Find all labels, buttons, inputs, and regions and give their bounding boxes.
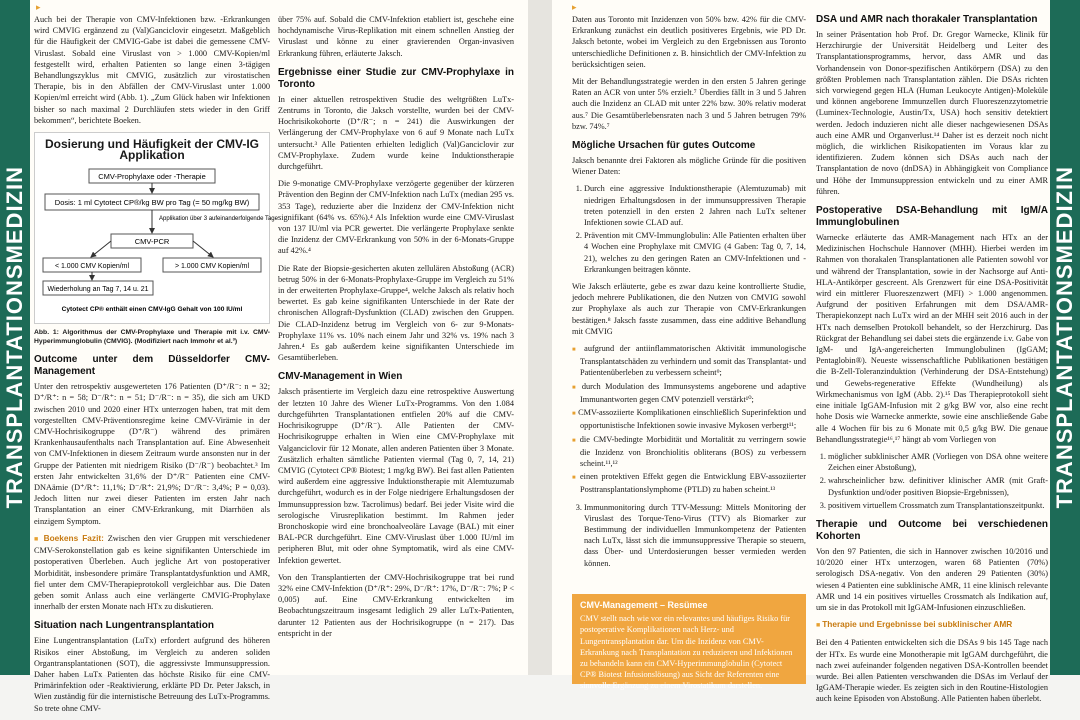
paragraph: Von den Transplantierten der CMV-Hochrisikogruppe trat bei rund 32% eine CMV-Infektion (D⁺/R⁺: 29%, D⁻/R⁺: 17%, D⁻/R⁻: 7%; P < 0,005) auf. Eine CMV-Erkrankung entwickelten im Beobachtungszeitraum insgesamt lediglich 29 aller LuTx-Patienten, darunter 12 Patienten aus der Hochrisikogruppe (n = 217). Das entspricht in der (278, 572, 514, 638)
list-item: ■ die CMV-bedingte Morbidität und Mortalität zu verringern sowie die Inzidenz von Bronchiolitis obliterans (BOS) zu verbessern scheint.¹¹,¹² (572, 434, 806, 470)
list-item: 1. möglicher subklinischer AMR (Vorliegen von DSA ohne weitere Zeichen einer Abstoßung), (828, 451, 1048, 473)
figure-caption: Abb. 1: Algorithmus der CMV-Prophylaxe und Therapie mit i.v. CMV-Hyperimmunglobulin (CMVIG). (Modifiziert nach Immohr et al.³) (34, 329, 270, 345)
heading: DSA und AMR nach thorakaler Transplantation (816, 14, 1038, 25)
figure-algorithm (34, 132, 278, 324)
figure-footer: Cytotect CP® enthält einen CMV-IgG Gehalt von 100 IU/ml (61, 306, 243, 314)
paragraph: In seiner Präsentation hob Prof. Dr. Gregor Warnecke, Klinik für Herzchirurgie der Universität Heidelberg und Leiter des Transplantationsprogramms, hervor, dass AMR und das Vorhandensein von Donor-spezifischen Antikörpern (DSA) zu den größten Problemen nach Transplantation zählen. Die DSAs richten sich vorwiegend gegen HLA (Human Leukocyte Antigen)-Moleküle und können angeborene Immunzellen durch Fluoreszenzzytometrie (Luminex-Technologie, Austin/Tx, USA) hoch sensitiv detektiert werden. Jedoch induzieren nicht alle dieser nachgewiesenen DSAs auch eine AMR und Organverlust.¹⁴ Daher ist es derzeit noch nicht möglich, die wirklichen Risikopatienten im Voraus klar zu identifizieren. Zudem können sich DSAs auch nach der Transplantation de novo (dnDSA) in Abhängigkeit von Compliance und Höhe der Immunsuppression entwickeln und zu einer AMR führen. (816, 30, 1048, 196)
section-sidebar-left (0, 0, 30, 675)
list-item: ■ einen protektiven Effekt gegen die Entwicklung EBV-assoziierter Posttransplantationslymphome (PTLD) zu haben scheint.¹³ (572, 471, 806, 495)
arrow-marker: ▸ (572, 2, 577, 12)
paragraph: Bei den 4 Patienten entwickelten sich die DSAs 9 bis 145 Tage nach der HTx. Es wurde eine Monotherapie mit IgGAM durchgeführt, die nach zwei aufeinander folgenden negativen DSA-Kontrollen beendet wurde. Bei allen Patienten verschwanden die DSAs im Verlauf der IgGAM-Therapie wieder. Es zeigten sich in den Routine-Histologien auch keine Episoden von Abstoßung. Alle Patienten haben überlebt. (816, 638, 1048, 704)
heading: Therapie und Outcome bei verschiedenen Kohorten (816, 518, 1048, 542)
paragraph: über 75% auf. Sobald die CMV-Infektion etabliert ist, geschehe eine hochdynamische Virus-Replikation mit einem schnellen Anstieg der Viruslast und könne zu einer gravierenden Organ-invasiven Erkrankung führen, erläuterte Jaksch. (278, 15, 514, 58)
right-column-1 (572, 14, 806, 575)
right-page (552, 0, 1080, 704)
page-gutter (528, 0, 552, 675)
resume-text: CMV stellt nach wie vor ein relevantes und häufiges Risiko für postoperative Komplikationen nach Herz- und Lungentransplantation dar. Um die Inzidenz von CMV-Erkrankung nach Transplantation zu reduzieren und Infektionen zu behandeln kann ein CMV-Hyperimmunglobulin (Cytotect CP® Biotest Infusionslösung) aus Sicht der Referenten eine sinnvolle Ergänzung zu einem Virostatikum darstellen. (580, 614, 793, 691)
heading: CMV-Management in Wien (278, 371, 403, 383)
heading: Ergebnisse einer Studie zur CMV-Prophylaxe in Toronto (278, 66, 514, 90)
paragraph: Von den 97 Patienten, die sich in Hannover zwischen 10/2016 und 10/2020 einer HTx unterzogen, waren 68 Patienten (70%) serologisch DSA-negativ. Von den anderen 29 Patienten (30%) wiesen 4 Patienten eine subklinische AMR, 11 eine klinisch relevante AMR und 14 ein positives virtuelles Crossmatch als Indikation auf, um sie in das Protokoll mit IgGAM-Infusionen einzuschließen. (816, 546, 1048, 612)
list-item: 2. Prävention mit CMV-Immunglobulin: Alle Patienten erhalten über 4 Wochen eine Prophylaxe mit CMVIG (4 Gaben: Tag 0, 7, 14, 21), welches zu den geringen Raten an CMV-Infektionen und -Erkrankungen beitragen könnte. (584, 230, 806, 275)
heading: Situation nach Lungentransplantation (34, 620, 214, 632)
paragraph: Eine Lungentransplantation (LuTx) erfordert aufgrund des höheren Risikos einer Abstoßung, im Vergleich zu anderen soliden Organtransplantationen (SOT), die aggressivste Immunsuppression. Daher haben LuTx Patienten das höchste Risiko für eine CMV-Primärinfektion oder -Reaktivierung, erklärte PD Dr. Peter Jaksch, in Wien zuständig für die internistische Betreuung des LuTx-Programms. So trete ohne CMV- (34, 636, 270, 713)
subheading: ■ Therapie und Ergebnisse bei subklinischer AMR (816, 619, 1048, 631)
numbered-list (572, 183, 806, 275)
box-low-label: < 1.000 CMV Kopien/ml (54, 263, 130, 271)
arrow-marker: ▸ (36, 2, 41, 12)
paragraph: Mit der Behandlungsstrategie werden in den ersten 5 Jahren geringe Raten an ACR von unter 5% erzielt.⁷ Überdies fällt in 3 und 5 Jahren auch die Inzidenz an CLAD mit unter 22% bzw. 30% relativ moderat aus.⁷ Die Gesamtüberlebensraten nach 3 und 5 Jahren betrugen 79% bzw. 74%.⁷ (572, 77, 806, 131)
paragraph: Die 9-monatige CMV-Prophylaxe verzögerte gegenüber der kürzeren Prävention den Beginn der CMV-Infektion nach LuTx (median 295 vs. 353 Tage), reduzierte aber die Inzidenz der CMV-Infektion nicht signifikant (64% vs. 65%).⁴ Als Infektion wurde eine CMV-Viruslast von 137 IU/ml via PCR gewertet. Die verlängerte Prophylaxe senkte die Inzidenz der CMV-Erkrankung von 50% in der 6-Monats-Gruppe auf 42%.⁴ (278, 179, 514, 256)
list-item: ■ aufgrund der antiinflammatorischen Aktivität immunologische Transplantatschäden zu verhindern und somit das Transplantat- und Patientenüberleben zu verbessern scheint⁹; (572, 343, 806, 379)
resume-title: CMV-Management – Resümee (580, 600, 708, 610)
paragraph: Wie Jaksch erläuterte, gebe es zwar dazu keine kontrollierte Studie, jedoch mehrere Publikationen, die den Nutzen von CMVIG sowohl zur Prophylaxe als auch zur Therapie von CMV-Erkrankungen bestätigen.⁸ Jaksch fasste zusammen, dass eine additive Behandlung mit CMVIG (572, 282, 806, 336)
box-pcr-label: CMV-PCR (134, 237, 170, 247)
heading: Outcome unter dem Düsseldorfer CMV-Management (34, 354, 270, 378)
left-column-2 (278, 14, 514, 645)
algorithm-diagram (41, 167, 278, 317)
paragraph: Daten aus Toronto mit Inzidenzen von 50% bzw. 42% für die CMV-Erkrankung zunächst ein deutlich positiveres Ergebnis, wie PD Dr. Jaksch betonte, wobei im Vergleich zu den Ergebnissen aus Toronto unterschiedliche Definitionen z. B. hinsichtlich der CMV-Infektion zu berücksichtigen seien. (572, 15, 806, 69)
list-item: 3. Immunmonitoring durch TTV-Messung: Mittels Monitoring der Viruslast des Torque-Teno-Virus (TTV) als Biomarker zur Bestimmung der individuellen Immunkompetenz der Patienten nach LuTx, lässt sich die immunsuppressive Therapie so steuern, dass Über- und Unterdosierungen besser vermieden werden können. (584, 502, 806, 569)
box-repeat-label: Wiederholung an Tag 7, 14 u. 21 (47, 286, 149, 294)
section-label: TRANSPLANTATIONSMEDIZIN (1052, 166, 1077, 509)
figure-title: Dosierung und Häufigkeit der CMV-IG Applikation (44, 137, 259, 163)
left-page (0, 0, 528, 713)
list-item: ■ CMV-assoziierte Komplikationen einschließlich Superinfektion und opportunistische Infektionen sowie invasive Mykosen verbergt¹¹; (572, 407, 806, 431)
fazit-label: ■ Boekens Fazit: (34, 533, 104, 543)
list-item: 1. Durch eine aggressive Induktionstherapie (Alemtuzumab) mit niedrigen Erhaltungsdosen in der immunsuppressiven Therapie treten potenziell in den ersten 2 Jahren nach LuTx seltener Infektionen sowie CLAD auf. (584, 183, 806, 228)
bullet-list (572, 343, 806, 495)
section-label: TRANSPLANTATIONSMEDIZIN (2, 166, 27, 509)
paragraph: Jaksch präsentierte im Vergleich dazu eine retrospektive Auswertung der letzten 10 Jahre des Wiener LuTx-Programms. Von den 1.084 durchgeführten Transplantationen entfielen 20% auf die CMV-Hochrisikogruppe (D⁺/R⁻). Alle Patienten der CMV-Hochrisikogruppe erhalten in Wien eine CMV-Prophylaxe mit Valganciclovir für 12 Monate, allen anderen Patienten über 3 Monate. Zusätzlich erhalten sämtliche Patienten viermal (Tag 0, 7, 14, 21) CMVIG (Cytotect CP® Biotest; 1 mg/kg BW). Bei fast allen Patienten wird außerdem eine aggressive Induktionstherapie mit Alemtuzumab durchgeführt, wodurch es in der Folge niedrigere Erhaltungsdosen der Immunsuppression bzw. Tacrolimus) bedarf. Bei jeder Visite wird die serologische Virusreplikation bestimmt. Im Rahmen jeder Bronchoskopie wird eine bronchoalveoläre Lavage (BAL) mit einer BAL-PCR durchgeführt. Eine CMV-Viruslast über 1.000 IU/ml im peripheren Blut, mit oder ohne Symptomatik, wird als eine CMV-Infektion gewertet. (278, 387, 514, 565)
list-item: 2. wahrscheinlicher bzw. definitiver klinischer AMR (mit Graft-Dysfunktion und/oder positiven Biopsie-Ergebnissen), (828, 475, 1048, 497)
paragraph: In einer aktuellen retrospektiven Studie des weltgrößten LuTx-Zentrums in Toronto, die Jaksch vorstellte, wurden bei der CMV-Hochrisikokohorte (D⁺/R⁻; n = 241) die Auswirkungen der Verlängerung der CMV-Prophylaxe von 6 auf 9 Monate nach LuTx untersucht.³ Alle Patienten erhielten lediglich (Val)Ganciclovir zur CMV-Prophylaxe. Zudem wurde keine Induktionstherapie durchgeführt. (278, 94, 514, 172)
paragraph: Auch bei der Therapie von CMV-Infektionen bzw. -Erkrankungen wird CMVIG ergänzend zu (Val)Ganciclovir eingesetzt. Maßgeblich für die Häufigkeit der CMVIG-Gabe ist dabei die gemessene CMV-Viruslast. Sobald eine Viruslast von > 1.000 CMV-Kopien/ml festgestellt wird, erhalten Patienten so lange einen 3-tägigen Behandlungszyklus mit CMVIG, zusätzlich zur virostatischen Therapie, bis in den Abfällen der CMV-Viruslast unter 1.000 Kopien/ml erreicht wird (Abb. 1). „Zum Glück haben wir Infektionen bisher so nach maximal 2 Durchläufen stets wieder in den Griff bekommen“, berichtete Boeken. (34, 15, 270, 125)
left-column-1 (34, 14, 278, 720)
numbered-list (816, 451, 1048, 511)
heading: Mögliche Ursachen für gutes Outcome (572, 140, 756, 152)
list-item: ■ durch Modulation des Immunsystems angeborene und adaptive Immunantworten gegen CMV potenziell verstärkt¹⁰; (572, 381, 806, 405)
heading: Postoperative DSA-Behandlung mit IgM/A Immunglobulinen (816, 205, 1048, 229)
box-dosis-label: Dosis: 1 ml Cytotect CP®/kg BW pro Tag (= 50 mg/kg BW) (54, 198, 250, 208)
applikation-label: Applikation über 3 aufeinanderfolgende Tage (159, 216, 278, 223)
box-prophylaxe-label: CMV-Prophylaxe oder -Therapie (98, 172, 206, 182)
list-item: 3. positivem virtuellem Crossmatch zum Transplantationszeitpunkt. (828, 500, 1048, 511)
paragraph: Die Rate der Biopsie-gesicherten akuten zellulären Abstoßung (ACR) betrug 50% in der 6-Monats-Prophylaxe-Gruppe im Vergleich zu 51% in der erweiterten Prophylaxe-Gruppe⁴, welche Jaksch als relativ hoch bewertet. Es gab keine signifikanten Unterschiede in der Rate der chronischen Allograft-Dysfunktion (CLAD) zwischen den Gruppen. Die CLAD-Inzidenz betrug im Vergleich von 6- zur 9-Monats-Prophylaxe 11% vs. 10% nach einem Jahr und 32% vs. 19% nach 3 Jahren.⁴ Es gab außerdem keine signifikanten Unterschiede im Gesamtüberleben. (278, 263, 514, 363)
box-high-label: > 1.000 CMV Kopien/ml (174, 263, 250, 271)
section-sidebar-right (1050, 0, 1080, 675)
paragraph: Warnecke erläuterte das AMR-Management nach HTx an der Medizinischen Hochschule Hannover (MHH). Hierbei werden im Rahmen von thorakalen Transplantationen alle Patienten sowohl vor und während der Transplantation, sowie in der Nachsorge auf Anti-HLA-Antikörper gescreent. Als Grenzwert für eine DSA-Positivität wird ein mittlerer Fluoreszenzwert (MFI) > 1.000 angenommen. Aufgrund der positiven Erfahrungen mit dem DSA/AMR-Therapiekonzept nach LuTx wird an der MHH seit 2016 auch in der HTx nach demselben Protokoll behandelt, so der Herzchirurg. Das Rückgrat der Behandlung sei dabei stets die ergänzende i.v. Gabe von IgM- und IgA-angereicherten Immunglobulinen (IgGAM; Pentaglobin®). Neueste wissenschaftliche Publikationen bestätigen die B-Zell-Toleranzinduktion (Verhinderung der DSA-Entstehung) und Gewebs-regenerative Effekte (Wundheilung) als Wirkmechanismus von IgM (Abb. 2).¹⁵ Das Therapieprotokoll sieht eine initiale IgGAM-Infusion mit 2 g/kg BW vor, also eine recht hohe Dosis wie Warnecke anmerkte, sowie eine anschließende Gabe alle 4 Wochen für bis zu 6 Monate mit 0,5 g/kg BW. Die genaue Behandlungsstrategie¹⁶,¹⁷ hängt ab vom Vorliegen von (816, 233, 1048, 444)
right-column-2 (816, 14, 1048, 711)
paragraph: Unter den retrospektiv ausgewerteten 176 Patienten (D⁺/R⁻: n = 32; D⁺/R⁺: n = 58; D⁻/R⁺: n = 51; D⁻/R⁻: n = 35), die sich am UKD zwischen 2010 und 2020 einer HTx unterzogen haben, trat mit dem vorgestellten CMV-Präventionsregime keine CMV-Virämie in der CMV-Hochrisikogruppe (D⁺/R⁻) während des primären Krankenhausaufenthalts nach Transplantation auf. Eine Abwesenheit von CMV-Infektionen in diesem Zeitraum wurde ansonsten nur in der Gruppe der Patienten mit niedrigem Risiko (D⁻/R⁻) beobachtet.³ Im ersten Jahr entwickelten 31,6% der D⁺/R⁻ Patienten eine CMV-DNAämie (D⁺/R⁺: 11,1%; D⁻/R⁺: 21,9%; D⁻/R⁻: 3,4%; P = 0,03). Jedoch litten nur zwei dieser Patienten im ersten Jahr nach Transplantation an einer CMV-Erkrankung, mit Diarrhöen als einzigem Symptom. (34, 382, 270, 526)
resume-box (572, 594, 806, 691)
numbered-list (572, 502, 806, 569)
paragraph-fazit (34, 533, 270, 612)
paragraph: Jaksch benannte drei Faktoren als mögliche Gründe für die positiven Wiener Daten: (572, 156, 806, 177)
fazit-text: Zwischen den vier Gruppen mit verschiedener CMV-Serokonstellation gab es keine signifikanten Unterschiede im postoperativen Überleben. Auch jegliche Art von postoperativer Morbidität, insbesondere primäre Transplantatdysfunktion und AMR, fiel unter dem CMV-Therapieprotokoll vergleichbar aus. Die Daten geben somit Anlass auch eine verlängerte CMVIG-Prophylaxe innerhalb der ersten Monate nach HTx zu diskutieren. (34, 533, 270, 612)
